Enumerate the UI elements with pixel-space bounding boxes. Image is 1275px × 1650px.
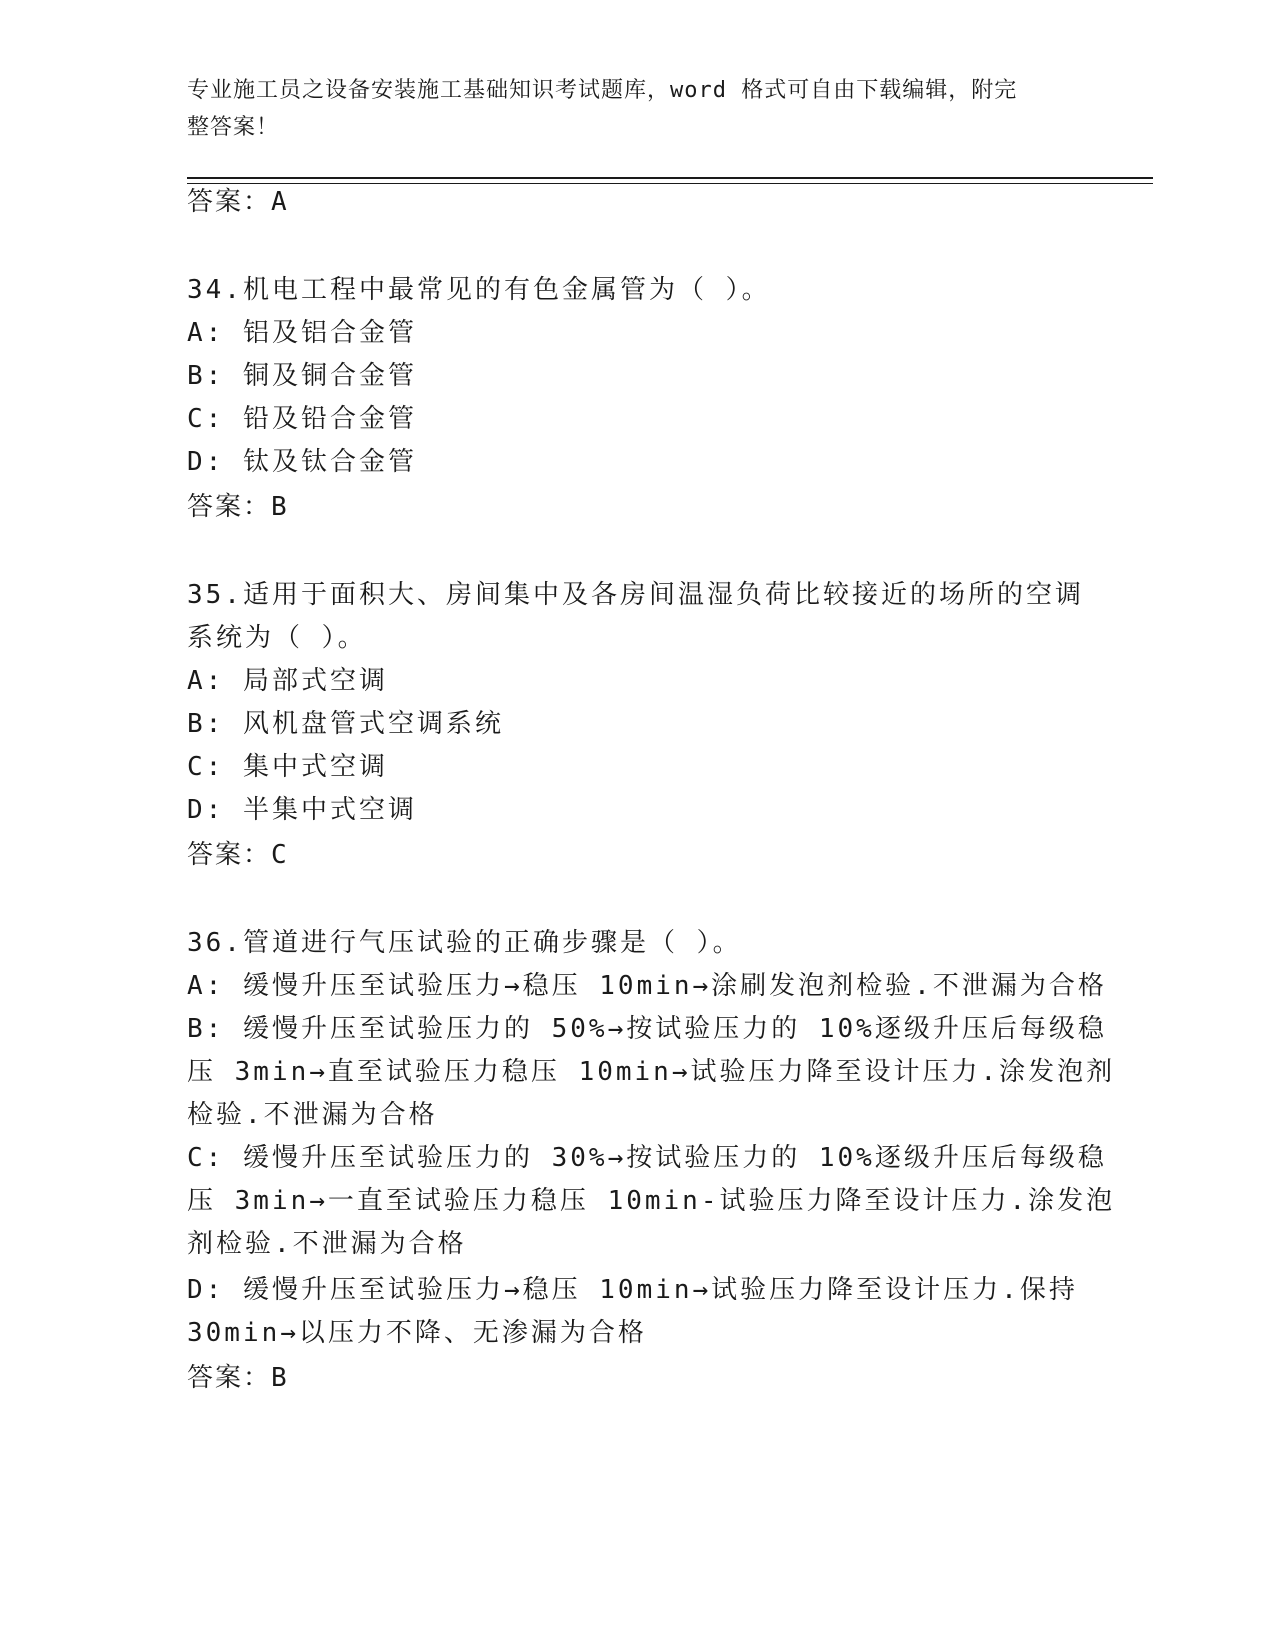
- answer-label: 答案：: [187, 840, 272, 870]
- q36-option-b-line-3: 检验.不泄漏为合格: [187, 1100, 438, 1130]
- q35-stem-line-2: 系统为（ ）。: [187, 623, 367, 653]
- q36-option-d-line-2: 30min→以压力不降、无渗漏为合格: [187, 1318, 647, 1348]
- q36-option-d-line-1: D: 缓慢升压至试验压力→稳压 10min→试验压力降至设计压力.保持: [187, 1275, 1078, 1305]
- q34-answer: [187, 487, 289, 527]
- q34-option-b: B: 铜及铜合金管: [187, 361, 417, 391]
- q35-option-d: D: 半集中式空调: [187, 795, 417, 825]
- answer-value: C: [271, 840, 289, 870]
- q35-stem-line-1: 35.适用于面积大、房间集中及各房间温湿负荷比较接近的场所的空调: [187, 580, 1084, 610]
- answer-label: 答案：: [187, 187, 272, 217]
- answer-label: 答案：: [187, 492, 272, 522]
- q34-option-a: A: 铝及铝合金管: [187, 318, 417, 348]
- q35-option-a: A: 局部式空调: [187, 666, 388, 696]
- q34-option-c: C: 铅及铅合金管: [187, 404, 417, 434]
- q36-option-a: A: 缓慢升压至试验压力→稳压 10min→涂刷发泡剂检验.不泄漏为合格: [187, 971, 1107, 1001]
- answer-value: A: [271, 187, 289, 217]
- header-line-2: 整答案！: [187, 115, 280, 140]
- q36-option-c-line-3: 剂检验.不泄漏为合格: [187, 1229, 467, 1259]
- answer-prev: [187, 182, 289, 222]
- answer-value: B: [271, 492, 289, 522]
- q36-option-c-line-1: C: 缓慢升压至试验压力的 30%→按试验压力的 10%逐级升压后每级稳: [187, 1143, 1107, 1173]
- q36-option-c-line-2: 压 3min→一直至试验压力稳压 10min-试验压力降至设计压力.涂发泡: [187, 1186, 1116, 1216]
- answer-value: B: [271, 1363, 289, 1393]
- q36-option-b-line-1: B: 缓慢升压至试验压力的 50%→按试验压力的 10%逐级升压后每级稳: [187, 1014, 1107, 1044]
- q35-option-b: B: 风机盘管式空调系统: [187, 709, 504, 739]
- answer-label: 答案：: [187, 1363, 272, 1393]
- q35-option-c: C: 集中式空调: [187, 752, 388, 782]
- document-header: [187, 72, 1067, 146]
- q36-stem: 36.管道进行气压试验的正确步骤是（ ）。: [187, 928, 742, 958]
- q36-option-b-line-2: 压 3min→直至试验压力稳压 10min→试验压力降至设计压力.涂发泡剂: [187, 1057, 1116, 1087]
- q36-answer: [187, 1358, 289, 1398]
- header-divider-thin: [187, 183, 1153, 184]
- q35-answer: [187, 835, 289, 875]
- q34-option-d: D: 钛及钛合金管: [187, 447, 417, 477]
- header-line-1: 专业施工员之设备安装施工基础知识考试题库，word 格式可自由下载编辑，附完: [187, 78, 1018, 103]
- header-divider-thick: [187, 177, 1153, 179]
- q34-stem: 34.机电工程中最常见的有色金属管为（ ）。: [187, 275, 771, 305]
